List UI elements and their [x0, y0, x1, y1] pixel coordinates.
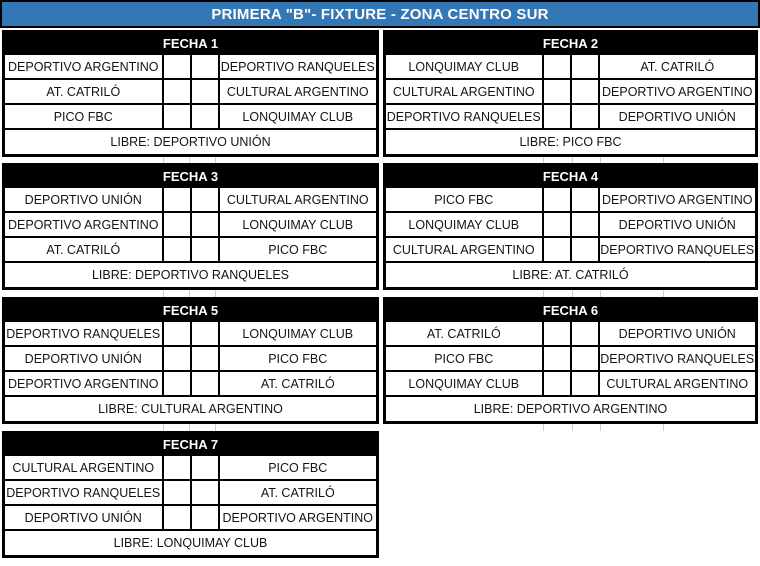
- away-score-cell[interactable]: [572, 55, 598, 78]
- match-row: [386, 372, 755, 395]
- match-row: [5, 347, 376, 370]
- fecha-block: [2, 297, 379, 424]
- libre-cell: LIBRE: DEPORTIVO ARGENTINO: [386, 397, 755, 421]
- home-score-cell[interactable]: [164, 322, 190, 345]
- home-team-cell: DEPORTIVO RANQUELES: [5, 322, 162, 345]
- away-team-cell: LONQUIMAY CLUB: [220, 322, 377, 345]
- gridline-tick: [163, 157, 164, 163]
- home-team-cell: DEPORTIVO UNIÓN: [5, 188, 162, 211]
- home-team-cell: LONQUIMAY CLUB: [386, 372, 542, 395]
- fecha-block: [2, 30, 379, 157]
- away-score-cell[interactable]: [572, 213, 598, 236]
- gridline-tick: [189, 157, 190, 163]
- home-score-cell[interactable]: [544, 105, 570, 128]
- away-score-cell[interactable]: [572, 322, 598, 345]
- fecha-header: FECHA 5: [5, 300, 376, 320]
- fecha-header: FECHA 6: [386, 300, 755, 320]
- gridline-tick: [600, 424, 601, 431]
- home-score-cell[interactable]: [544, 55, 570, 78]
- away-score-cell[interactable]: [572, 347, 598, 370]
- home-score-cell[interactable]: [164, 238, 190, 261]
- home-team-cell: CULTURAL ARGENTINO: [386, 238, 542, 261]
- home-team-cell: CULTURAL ARGENTINO: [386, 80, 542, 103]
- away-score-cell[interactable]: [572, 105, 598, 128]
- away-score-cell[interactable]: [572, 238, 598, 261]
- libre-cell: LIBRE: DEPORTIVO UNIÓN: [5, 130, 376, 154]
- home-team-cell: PICO FBC: [386, 188, 542, 211]
- away-team-cell: DEPORTIVO RANQUELES: [220, 55, 377, 78]
- home-score-cell[interactable]: [544, 80, 570, 103]
- away-team-cell: AT. CATRILÓ: [220, 481, 377, 504]
- fecha-header: FECHA 7: [5, 434, 376, 454]
- fecha-header: FECHA 3: [5, 166, 376, 186]
- fecha-header: FECHA 4: [386, 166, 755, 186]
- gridline-tick: [543, 157, 544, 163]
- away-score-cell[interactable]: [192, 347, 218, 370]
- home-score-cell[interactable]: [164, 55, 190, 78]
- home-score-cell[interactable]: [164, 188, 190, 211]
- home-score-cell[interactable]: [544, 347, 570, 370]
- match-row: [5, 55, 376, 78]
- match-row: [5, 238, 376, 261]
- away-team-cell: DEPORTIVO ARGENTINO: [220, 506, 377, 529]
- gridline-tick: [163, 290, 164, 297]
- home-score-cell[interactable]: [164, 481, 190, 504]
- gridline-tick: [600, 290, 601, 297]
- fecha-block: [2, 163, 379, 290]
- match-row: [386, 213, 755, 236]
- home-score-cell[interactable]: [544, 322, 570, 345]
- away-score-cell[interactable]: [192, 80, 218, 103]
- libre-cell: LIBRE: CULTURAL ARGENTINO: [5, 397, 376, 421]
- libre-cell: LIBRE: DEPORTIVO RANQUELES: [5, 263, 376, 287]
- match-row: [5, 456, 376, 479]
- gridline-tick: [543, 290, 544, 297]
- home-team-cell: AT. CATRILÓ: [5, 80, 162, 103]
- away-score-cell[interactable]: [572, 80, 598, 103]
- away-team-cell: PICO FBC: [220, 456, 377, 479]
- page-title: PRIMERA "B"- FIXTURE - ZONA CENTRO SUR: [0, 0, 760, 28]
- away-score-cell[interactable]: [192, 238, 218, 261]
- away-score-cell[interactable]: [572, 188, 598, 211]
- gridline-tick: [189, 290, 190, 297]
- match-row: [5, 506, 376, 529]
- gridline-tick: [572, 157, 573, 163]
- match-row: [386, 55, 755, 78]
- home-score-cell[interactable]: [164, 80, 190, 103]
- away-team-cell: DEPORTIVO ARGENTINO: [600, 188, 756, 211]
- away-score-cell[interactable]: [192, 213, 218, 236]
- away-team-cell: DEPORTIVO UNIÓN: [600, 322, 756, 345]
- away-team-cell: DEPORTIVO UNIÓN: [600, 213, 756, 236]
- away-team-cell: PICO FBC: [220, 347, 377, 370]
- home-team-cell: LONQUIMAY CLUB: [386, 213, 542, 236]
- match-row: [5, 481, 376, 504]
- match-row: [5, 372, 376, 395]
- match-row: [5, 188, 376, 211]
- away-team-cell: AT. CATRILÓ: [220, 372, 377, 395]
- away-team-cell: CULTURAL ARGENTINO: [600, 372, 756, 395]
- home-team-cell: DEPORTIVO ARGENTINO: [5, 55, 162, 78]
- away-score-cell[interactable]: [192, 322, 218, 345]
- match-row: [5, 213, 376, 236]
- home-team-cell: PICO FBC: [386, 347, 542, 370]
- match-row: [386, 322, 755, 345]
- home-team-cell: AT. CATRILÓ: [5, 238, 162, 261]
- fecha-block: [383, 163, 758, 290]
- match-row: [386, 105, 755, 128]
- home-score-cell[interactable]: [544, 238, 570, 261]
- gridline-tick: [572, 424, 573, 431]
- away-team-cell: LONQUIMAY CLUB: [220, 213, 377, 236]
- away-team-cell: LONQUIMAY CLUB: [220, 105, 377, 128]
- away-score-cell[interactable]: [192, 456, 218, 479]
- libre-cell: LIBRE: AT. CATRILÓ: [386, 263, 755, 287]
- home-team-cell: DEPORTIVO UNIÓN: [5, 347, 162, 370]
- home-team-cell: DEPORTIVO ARGENTINO: [5, 213, 162, 236]
- home-score-cell[interactable]: [164, 506, 190, 529]
- gridline-tick: [663, 424, 664, 431]
- home-team-cell: DEPORTIVO RANQUELES: [5, 481, 162, 504]
- home-team-cell: DEPORTIVO RANQUELES: [386, 105, 542, 128]
- away-score-cell[interactable]: [192, 481, 218, 504]
- away-team-cell: CULTURAL ARGENTINO: [220, 80, 377, 103]
- fecha-block: [383, 30, 758, 157]
- away-team-cell: PICO FBC: [220, 238, 377, 261]
- libre-cell: LIBRE: LONQUIMAY CLUB: [5, 531, 376, 555]
- away-team-cell: DEPORTIVO UNIÓN: [600, 105, 756, 128]
- gridline-tick: [572, 290, 573, 297]
- fecha-header: FECHA 2: [386, 33, 755, 53]
- libre-cell: LIBRE: PICO FBC: [386, 130, 755, 154]
- away-team-cell: DEPORTIVO RANQUELES: [600, 347, 756, 370]
- home-team-cell: AT. CATRILÓ: [386, 322, 542, 345]
- gridline-tick: [215, 157, 216, 163]
- gridline-tick: [163, 424, 164, 431]
- home-score-cell[interactable]: [164, 347, 190, 370]
- gridline-tick: [215, 424, 216, 431]
- home-score-cell[interactable]: [544, 188, 570, 211]
- home-score-cell[interactable]: [164, 372, 190, 395]
- match-row: [386, 80, 755, 103]
- away-team-cell: CULTURAL ARGENTINO: [220, 188, 377, 211]
- home-team-cell: DEPORTIVO ARGENTINO: [5, 372, 162, 395]
- fecha-block: [2, 431, 379, 558]
- fecha-block: [383, 297, 758, 424]
- home-score-cell[interactable]: [544, 372, 570, 395]
- match-row: [386, 188, 755, 211]
- away-score-cell[interactable]: [192, 506, 218, 529]
- home-team-cell: LONQUIMAY CLUB: [386, 55, 542, 78]
- match-row: [386, 347, 755, 370]
- match-row: [5, 105, 376, 128]
- match-row: [386, 238, 755, 261]
- away-score-cell[interactable]: [192, 188, 218, 211]
- gridline-tick: [663, 290, 664, 297]
- gridline-tick: [189, 424, 190, 431]
- home-score-cell[interactable]: [164, 105, 190, 128]
- away-team-cell: DEPORTIVO RANQUELES: [600, 238, 756, 261]
- home-score-cell[interactable]: [544, 213, 570, 236]
- away-score-cell[interactable]: [572, 372, 598, 395]
- home-score-cell[interactable]: [164, 456, 190, 479]
- away-score-cell[interactable]: [192, 105, 218, 128]
- fecha-header: FECHA 1: [5, 33, 376, 53]
- match-row: [5, 80, 376, 103]
- away-score-cell[interactable]: [192, 55, 218, 78]
- match-row: [5, 322, 376, 345]
- gridline-tick: [215, 290, 216, 297]
- away-score-cell[interactable]: [192, 372, 218, 395]
- gridline-tick: [543, 424, 544, 431]
- home-score-cell[interactable]: [164, 213, 190, 236]
- gridline-tick: [663, 157, 664, 163]
- home-team-cell: DEPORTIVO UNIÓN: [5, 506, 162, 529]
- away-team-cell: AT. CATRILÓ: [600, 55, 756, 78]
- home-team-cell: CULTURAL ARGENTINO: [5, 456, 162, 479]
- gridline-tick: [600, 157, 601, 163]
- away-team-cell: DEPORTIVO ARGENTINO: [600, 80, 756, 103]
- home-team-cell: PICO FBC: [5, 105, 162, 128]
